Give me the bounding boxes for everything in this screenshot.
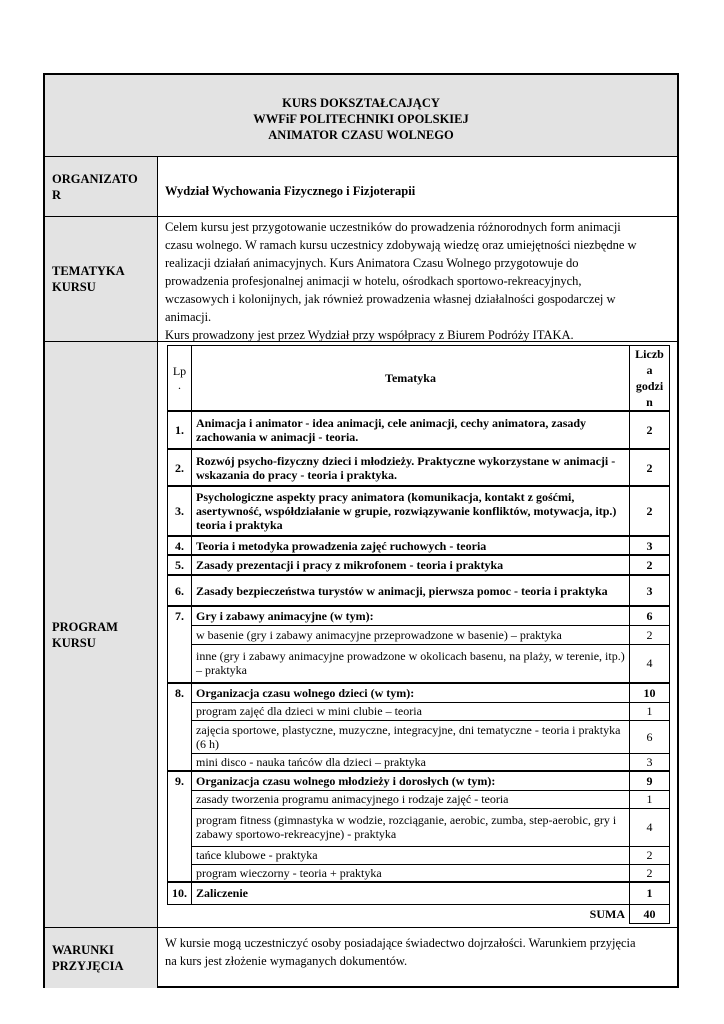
row-topic: Rozwój psycho-fizyczny dzieci i młodzieży. Praktyczne wykorzystane w animacji - wskazania do pracy - teoria i praktyka. — [192, 449, 630, 486]
row-lp: 6. — [168, 575, 192, 606]
course-document — [43, 73, 679, 988]
row-hours: 10 — [630, 683, 670, 702]
col-hours-line: godzi — [635, 379, 664, 393]
row-topic: Psychologiczne aspekty pracy animatora (komunikacja, kontakt z gośćmi, asertywność, współdziałanie w grupie, rozwiązywanie konfliktów, motywacja, itp.) teoria i praktyka — [192, 486, 630, 536]
table-subrow — [168, 846, 670, 864]
row-topic: Zasady prezentacji i pracy z mikrofonem - teoria i praktyka — [192, 555, 630, 575]
conditions-text — [159, 928, 677, 988]
row-topic: Gry i zabawy animacyjne (w tym): — [192, 606, 630, 625]
topic-line: prowadzenia profesjonalnej animacji w hotelu, ośrodkach sportowo-rekreacyjnych, — [165, 274, 582, 288]
organizer-label-line2: R — [52, 187, 62, 202]
col-topic-header: Tematyka — [192, 346, 630, 412]
row-hours: 6 — [630, 606, 670, 625]
row-subtopic: program wieczorny - teoria + praktyka — [192, 864, 630, 882]
row-subtopic: program fitness (gimnastyka w wodzie, rozciąganie, aerobic, zumba, step-aerobic, gry i zabawy sportowo-rekreacyjne) - praktyka — [192, 808, 630, 846]
row-hours: 1 — [630, 702, 670, 720]
topic-line: czasu wolnego. W ramach kursu uczestnicy zdobywają wiedzę oraz umiejętności niezbędne w — [165, 238, 637, 252]
row-subtopic: inne (gry i zabawy animacyjne prowadzone w okolicach basenu, na plaży, w terenie, itp.) – praktyka — [192, 644, 630, 683]
table-row — [168, 575, 670, 606]
program-header-row — [168, 346, 670, 412]
row-hours: 1 — [630, 790, 670, 808]
row-lp: 4. — [168, 536, 192, 555]
row-lp: 9. — [168, 771, 192, 882]
row-hours: 3 — [630, 575, 670, 606]
topic-label-line2: KURSU — [52, 280, 96, 294]
conditions-line: W kursie mogą uczestniczyć osoby posiadające świadectwo dojrzałości. Warunkiem przyjęcia — [165, 936, 636, 950]
table-subrow — [168, 864, 670, 882]
program-label — [45, 342, 158, 927]
table-row — [168, 555, 670, 575]
organizer-row — [45, 157, 677, 217]
row-hours: 2 — [630, 411, 670, 449]
suma-label: SUMA — [589, 906, 625, 921]
row-hours: 2 — [630, 449, 670, 486]
organizer-value: Wydział Wychowania Fizycznego i Fizjoterapii — [165, 183, 416, 198]
table-subrow — [168, 720, 670, 753]
col-lp-line1: Lp — [172, 364, 187, 378]
table-row — [168, 536, 670, 555]
header-course-name: ANIMATOR CZASU WOLNEGO — [268, 127, 454, 142]
row-hours: 2 — [630, 486, 670, 536]
col-lp-header — [168, 346, 192, 412]
row-subtopic: w basenie (gry i zabawy animacyjne przeprowadzone w basenie) – praktyka — [192, 625, 630, 644]
program-label-line2: KURSU — [52, 635, 96, 650]
table-subrow — [168, 644, 670, 683]
conditions-row — [45, 928, 677, 988]
col-hours-line: n — [646, 395, 653, 409]
row-hours: 2 — [630, 846, 670, 864]
topic-line: Kurs prowadzony jest przez Wydział przy współpracy z Biurem Podróży ITAKA. — [165, 328, 574, 342]
row-hours: 6 — [630, 720, 670, 753]
row-subtopic: mini disco - nauka tańców dla dzieci – praktyka — [192, 753, 630, 771]
row-lp: 8. — [168, 683, 192, 771]
program-label-line1: PROGRAM — [52, 619, 118, 634]
conditions-line: na kurs jest złożenie wymaganych dokumentów. — [165, 954, 408, 968]
table-subrow — [168, 808, 670, 846]
table-row — [168, 449, 670, 486]
row-hours: 2 — [630, 625, 670, 644]
topic-row — [45, 217, 677, 342]
header-title: KURS DOKSZTAŁCAJĄCY — [282, 95, 440, 110]
topic-label-line1: TEMATYKA — [52, 264, 125, 278]
header-institution: WWFiF POLITECHNIKI OPOLSKIEJ — [253, 111, 469, 126]
row-lp: 7. — [168, 606, 192, 683]
row-lp: 10. — [168, 882, 192, 904]
table-row — [168, 486, 670, 536]
topic-label — [45, 217, 158, 341]
col-hours-header — [630, 346, 670, 412]
row-topic: Animacja i animator - idea animacji, cele animacji, cechy animatora, zasady zachowania w animacji - teoria. — [192, 411, 630, 449]
table-row — [168, 882, 670, 904]
row-hours: 4 — [630, 808, 670, 846]
conditions-label-line2: PRZYJĘCIA — [52, 959, 124, 973]
row-hours: 3 — [630, 753, 670, 771]
suma-row — [168, 904, 670, 923]
table-subrow — [168, 702, 670, 720]
table-row — [168, 411, 670, 449]
row-subtopic: zasady tworzenia programu animacyjnego i rodzaje zajęć - teoria — [192, 790, 630, 808]
row-hours: 2 — [630, 555, 670, 575]
row-lp: 5. — [168, 555, 192, 575]
document-header — [45, 75, 677, 157]
row-hours: 3 — [630, 536, 670, 555]
row-lp: 2. — [168, 449, 192, 486]
conditions-label-line1: WARUNKI — [52, 943, 114, 957]
col-lp-line2: . — [178, 378, 181, 392]
row-hours: 1 — [630, 882, 670, 904]
row-topic: Zaliczenie — [192, 882, 630, 904]
table-row — [168, 606, 670, 625]
row-topic: Zasady bezpieczeństwa turystów w animacji, pierwsza pomoc - teoria i praktyka — [192, 575, 630, 606]
table-subrow — [168, 790, 670, 808]
col-hours-line: a — [646, 363, 653, 377]
topic-line: wczasowych i kolonijnych, jak również prowadzenia własnej działalności gospodarczej w — [165, 292, 616, 306]
program-table-wrapper — [167, 345, 670, 926]
row-hours: 9 — [630, 771, 670, 790]
suma-spacer — [168, 904, 192, 923]
row-hours: 4 — [630, 644, 670, 683]
row-lp: 1. — [168, 411, 192, 449]
row-topic: Organizacja czasu wolnego młodzieży i dorosłych (w tym): — [192, 771, 630, 790]
program-table — [167, 345, 670, 924]
organizer-label-line1: ORGANIZATO — [52, 171, 138, 186]
table-row — [168, 683, 670, 702]
row-lp: 3. — [168, 486, 192, 536]
topic-line: animacji. — [165, 310, 212, 324]
row-topic: Organizacja czasu wolnego dzieci (w tym): — [192, 683, 630, 702]
table-row — [168, 771, 670, 790]
organizer-label — [45, 157, 158, 216]
row-topic: Teoria i metodyka prowadzenia zajęć ruchowych - teoria — [192, 536, 630, 555]
col-hours-line: Liczb — [635, 347, 664, 361]
topic-line: Celem kursu jest przygotowanie uczestników do prowadzenia różnorodnych form animacji — [165, 220, 621, 234]
table-subrow — [168, 625, 670, 644]
row-subtopic: zajęcia sportowe, plastyczne, muzyczne, integracyjne, dni tematyczne - teoria i praktyka (6 h) — [192, 720, 630, 753]
topic-description — [159, 217, 677, 341]
row-subtopic: program zajęć dla dzieci w mini clubie – teoria — [192, 702, 630, 720]
table-subrow — [168, 753, 670, 771]
suma-value: 40 — [630, 904, 670, 923]
row-hours: 2 — [630, 864, 670, 882]
program-row — [45, 342, 677, 928]
conditions-label — [45, 928, 158, 988]
topic-line: realizacji działań animacyjnych. Kurs Animatora Czasu Wolnego przygotowuje do — [165, 256, 579, 270]
row-subtopic: tańce klubowe - praktyka — [192, 846, 630, 864]
